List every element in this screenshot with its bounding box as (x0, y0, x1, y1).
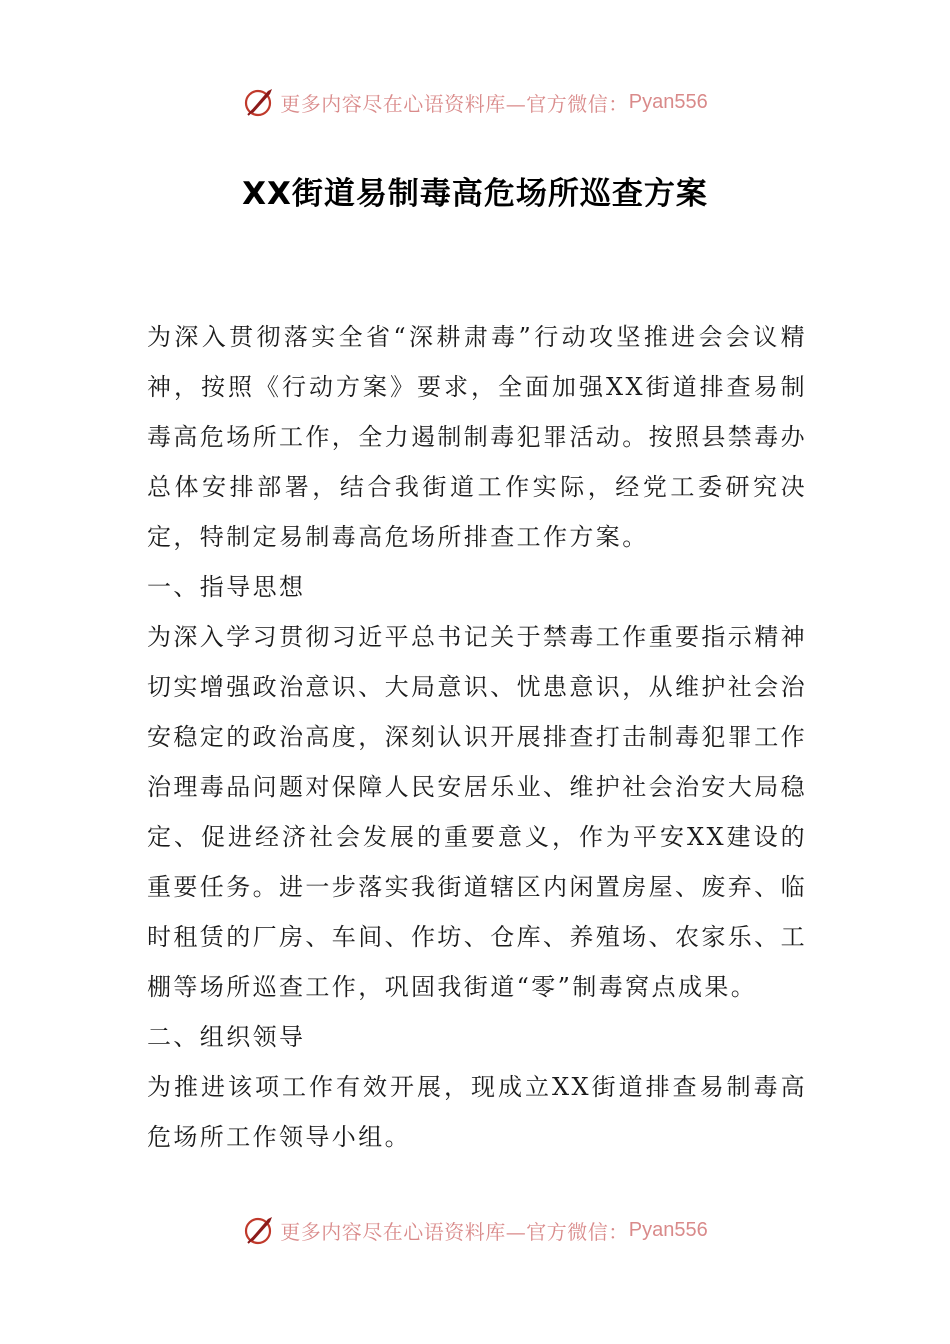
section-heading-guiding-thought: 一、指导思想 (147, 573, 306, 601)
watermark-footer (0, 1210, 950, 1250)
watermark-wechat-id: Pyan556 (628, 90, 708, 113)
document-title: XX街道易制毒高危场所巡查方案 (242, 176, 708, 212)
document-body (147, 312, 807, 1162)
quill-pen-logo-icon (242, 85, 276, 119)
watermark-brand-text: 更多内容尽在心语资料库—官方微信： (280, 1219, 629, 1244)
watermark-brand-text: 更多内容尽在心语资料库—官方微信： (280, 91, 629, 116)
section-body-guiding-thought: 为深入学习贯彻习近平总书记关于禁毒工作重要指示精神切实增强政治意识、大局意识、忧患意识，从维护社会治安稳定的政治高度，深刻认识开展排查打击制毒犯罪工作治理毒品问题对保障人民安居乐业、维护社会治安大局稳定、促进经济社会发展的重要意义，作为平安XX建设的重要任务。进一步落实我街道辖区内闲置房屋、废弃、临时租赁的厂房、车间、作坊、仓库、养殖场、农家乐、工棚等场所巡查工作，巩固我街道“零”制毒窝点成果。 (147, 623, 807, 1001)
quill-pen-logo-icon (242, 1213, 276, 1247)
intro-paragraph: 为深入贯彻落实全省“深耕肃毒”行动攻坚推进会会议精神，按照《行动方案》要求，全面加强XX街道排查易制毒高危场所工作，全力遏制制毒犯罪活动。按照县禁毒办总体安排部署，结合我街道工作实际，经党工委研究决定，特制定易制毒高危场所排查工作方案。 (147, 323, 807, 551)
watermark-header (0, 82, 950, 122)
section-body-organization: 为推进该项工作有效开展，现成立XX街道排查易制毒高危场所工作领导小组。 (147, 1073, 807, 1151)
watermark-wechat-id: Pyan556 (628, 1218, 708, 1241)
section-heading-organization: 二、组织领导 (147, 1023, 306, 1051)
